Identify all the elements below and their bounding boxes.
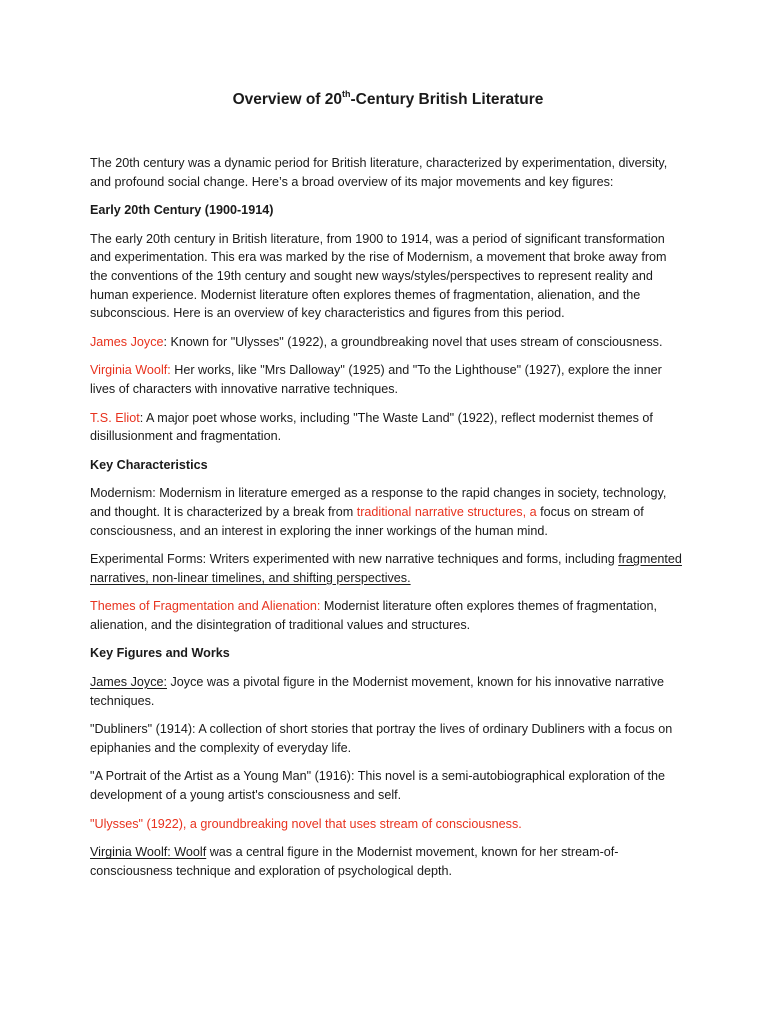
experimental-underlined: fragmented narratives, non-linear timelines, and shifting perspectives.: [90, 552, 682, 585]
intro-paragraph: The 20th century was a dynamic period for British literature, characterized by experimentation, diversity, and profound social change. Here’s a broad overview of its major movements and key figures:: [90, 156, 668, 189]
author-name-eliot: T.S. Eliot: [90, 410, 140, 425]
themes-highlight: Themes of Fragmentation and Alienation:: [90, 599, 321, 614]
author-entry-joyce: [90, 333, 686, 352]
ulysses-paragraph: "Ulysses" (1922), a groundbreaking novel that uses stream of consciousness.: [90, 816, 522, 831]
early-century-paragraph: The early 20th century in British literature, from 1900 to 1914, was a period of significant transformation and experimentation. This era was marked by the rise of Modernism, a movement that broke away from the conventions of the 19th century and sought new ways/styles/perspectives to represent reality and human experience. Modernist literature often explores themes of fragmentation, alienation, and the subconscious. Here is an overview of key characteristics and figures from this period.: [90, 231, 667, 321]
experimental-text-before: Experimental Forms: Writers experimented with new narrative techniques and forms, including: [90, 552, 619, 567]
joyce-text-after: Joyce was a pivotal figure in the Modernist movement, known for his innovative narrative techniques.: [90, 675, 664, 708]
joyce-paragraph: [90, 673, 686, 710]
author-text-joyce: Known for "Ulysses" (1922), a groundbreaking novel that uses stream of consciousness.: [170, 334, 663, 349]
document-page: [90, 90, 686, 890]
themes-paragraph: [90, 597, 686, 634]
author-text-eliot: A major poet whose works, including "The Waste Land" (1922), reflect modernist themes of disillusionment and fragmentation.: [90, 410, 653, 444]
author-sep-eliot: :: [139, 410, 147, 425]
author-entry-woolf: [90, 361, 686, 398]
woolf-text-after: was a central figure in the Modernist movement, known for her stream-of-consciousness technique and exploration of psychological depth.: [90, 845, 619, 878]
title-superscript: th: [342, 88, 351, 99]
author-sep-joyce: :: [163, 334, 171, 349]
early-century-heading: Early 20th Century (1900-1914): [90, 203, 274, 218]
key-figures-heading: Key Figures and Works: [90, 646, 230, 661]
key-characteristics-heading: Key Characteristics: [90, 457, 208, 472]
author-name-woolf: Virginia Woolf:: [90, 363, 171, 378]
author-name-joyce: James Joyce: [90, 334, 164, 349]
author-entry-eliot: [90, 409, 686, 446]
woolf-underlined: Virginia Woolf: Woolf: [90, 845, 207, 860]
portrait-paragraph: "A Portrait of the Artist as a Young Man" (1916): This novel is a semi-autobiographical exploration of the development of a young artist's consciousness and self.: [90, 769, 666, 803]
title-main: Overview of 20: [232, 91, 342, 108]
modernism-highlight: traditional narrative structures, a: [356, 504, 537, 519]
page-title: [90, 90, 686, 110]
modernism-text-before: Modernism: Modernism in literature emerged as a response to the rapid changes in society, technology, and thought. It is characterized by a break from: [90, 486, 667, 519]
dubliners-paragraph: "Dubliners" (1914): A collection of short stories that portray the lives of ordinary Dubliners with a focus on epiphanies and the complexity of everyday life.: [90, 722, 673, 755]
joyce-underlined: James Joyce:: [90, 675, 167, 690]
title-rest: -Century British Literature: [350, 91, 544, 108]
woolf-paragraph: [90, 843, 686, 880]
themes-text-after: Modernist literature often explores themes of fragmentation, alienation, and the disintegration of traditional values and structures.: [90, 599, 658, 632]
experimental-forms-paragraph: [90, 550, 686, 587]
author-text-woolf: Her works, like "Mrs Dalloway" (1925) and "To the Lighthouse" (1927), explore the inner lives of characters with innovative narrative techniques.: [90, 363, 662, 396]
modernism-text-after: focus on stream of consciousness, and an interest in exploring the inner workings of the human mind.: [90, 504, 644, 538]
modernism-paragraph: [90, 484, 686, 540]
